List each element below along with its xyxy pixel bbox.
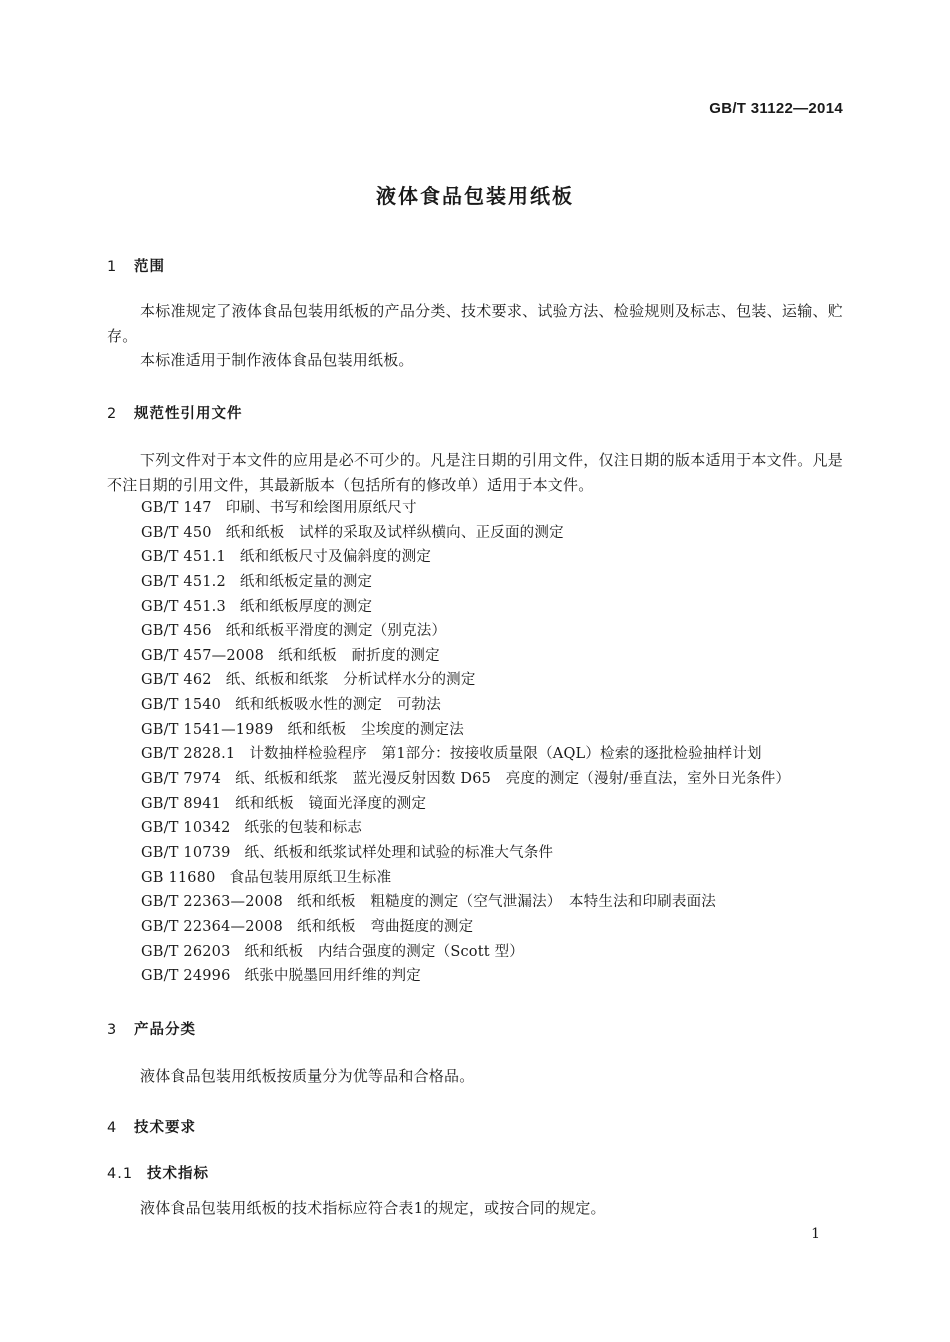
section-3-heading [107,1018,196,1039]
section-number: 3 [107,1022,118,1038]
section-title: 技术要求 [134,1120,196,1136]
section-1-heading [107,255,165,276]
paragraph-references-intro: 下列文件对于本文件的应用是必不可少的。凡是注日期的引用文件，仅注日期的版本适用于本文件。凡是不注日期的引用文件，其最新版本（包括所有的修改单）适用于本文件。 [107,451,843,494]
reference-title: 纸和纸板定量的测定 [239,573,373,590]
reference-item [141,644,790,669]
reference-code: GB/T 22363—2008 [141,894,283,911]
reference-title: 纸和纸板 试样的采取及试样纵横向、正反面的测定 [225,524,564,541]
section-number: 4 [107,1120,118,1136]
reference-code: GB/T 8941 [141,795,222,812]
reference-code: GB/T 1541—1989 [141,721,274,738]
reference-item [141,570,790,595]
reference-item [141,496,790,521]
reference-list [141,496,790,989]
section-title: 范围 [134,259,165,275]
reference-title: 印刷、书写和绘图用原纸尺寸 [225,500,417,516]
reference-code: GB/T 10739 [141,844,231,861]
reference-title: 纸和纸板平滑度的测定（别克法） [225,623,447,640]
reference-title: 计数抽样检验程序 第1部分：按接收质量限（AQL）检索的逐批检验抽样计划 [249,746,762,763]
reference-title: 纸、纸板和纸浆 分析试样水分的测定 [225,672,476,689]
subsection-number: 4.1 [107,1166,134,1182]
reference-item [141,915,790,940]
page-number: 1 [811,1226,820,1242]
reference-code: GB/T 456 [141,623,212,640]
subsection-4-1-heading [107,1162,209,1183]
reference-code: GB/T 147 [141,500,212,516]
reference-item [141,940,790,965]
reference-item [141,718,790,743]
section-title: 规范性引用文件 [134,406,243,422]
reference-code: GB/T 2828.1 [141,746,236,763]
section-title: 产品分类 [134,1022,196,1038]
reference-code: GB/T 450 [141,524,212,541]
reference-code: GB/T 1540 [141,697,222,714]
document-title: 液体食品包装用纸板 [376,184,574,208]
reference-title: 纸和纸板厚度的测定 [239,598,373,615]
reference-code: GB/T 22364—2008 [141,918,283,935]
reference-code: GB/T 451.1 [141,549,226,566]
reference-item [141,545,790,570]
reference-item [141,890,790,915]
reference-title: 纸张的包装和标志 [244,820,363,837]
reference-title: 纸和纸板吸水性的测定 可勃法 [235,697,441,714]
reference-title: 纸和纸板 耐折度的测定 [278,647,440,664]
reference-item [141,668,790,693]
reference-item [141,767,790,792]
paragraph-scope: 本标准规定了液体食品包装用纸板的产品分类、技术要求、试验方法、检验规则及标志、包装、运输、贮存。 [107,302,843,345]
reference-title: 食品包装用原纸卫生标准 [229,869,392,886]
standard-code: GB/T 31122—2014 [709,100,843,117]
reference-code: GB/T 26203 [141,943,231,960]
reference-title: 纸和纸板 镜面光泽度的测定 [235,795,427,812]
section-4-heading [107,1116,196,1137]
subsection-title: 技术指标 [147,1166,209,1182]
reference-item [141,693,790,718]
reference-item [141,866,790,891]
reference-item [141,742,790,767]
paragraph-technical-indicators: 液体食品包装用纸板的技术指标应符合表1的规定，或按合同的规定。 [140,1199,606,1217]
reference-code: GB/T 451.3 [141,598,226,615]
paragraph-applicability: 本标准适用于制作液体食品包装用纸板。 [140,351,414,369]
reference-item [141,792,790,817]
paragraph-classification: 液体食品包装用纸板按质量分为优等品和合格品。 [140,1067,475,1085]
reference-item [141,595,790,620]
reference-title: 纸和纸板 粗糙度的测定（空气泄漏法） 本特生法和印刷表面法 [296,894,716,911]
reference-code: GB/T 24996 [141,968,231,985]
reference-title: 纸和纸板尺寸及偏斜度的测定 [239,549,432,566]
reference-code: GB 11680 [141,869,216,886]
reference-item [141,964,790,989]
section-2-heading [107,402,243,423]
reference-code: GB/T 7974 [141,771,222,788]
section-number: 2 [107,406,118,422]
reference-item [141,521,790,546]
reference-code: GB/T 462 [141,672,212,689]
section-number: 1 [107,259,118,275]
reference-code: GB/T 457—2008 [141,647,265,664]
reference-code: GB/T 451.2 [141,573,226,590]
reference-title: 纸和纸板 弯曲挺度的测定 [296,918,474,935]
reference-title: 纸张中脱墨回用纤维的判定 [244,968,421,985]
reference-title: 纸和纸板 内结合强度的测定（Scott 型） [244,943,524,960]
reference-title: 纸、纸板和纸浆 蓝光漫反射因数 D65 亮度的测定（漫射/垂直法，室外日光条件） [235,771,791,788]
reference-title: 纸、纸板和纸浆试样处理和试验的标准大气条件 [244,844,554,861]
reference-item [141,841,790,866]
reference-title: 纸和纸板 尘埃度的测定法 [287,721,464,738]
reference-item [141,619,790,644]
reference-code: GB/T 10342 [141,820,231,837]
reference-item [141,816,790,841]
